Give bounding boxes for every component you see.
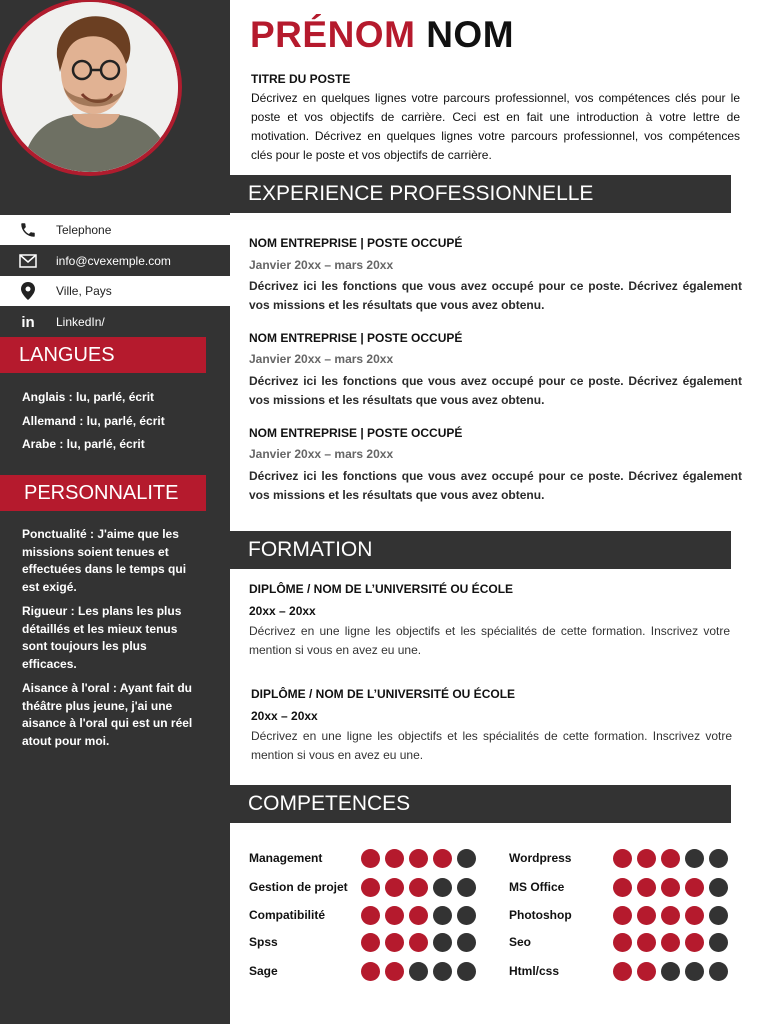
- rating-dot-filled: [433, 849, 452, 868]
- rating-dot-empty: [433, 933, 452, 952]
- skill-name: Spss: [249, 935, 278, 949]
- skill-row: [249, 877, 348, 897]
- skill-row: [509, 877, 564, 897]
- skill-name: Compatibilité: [249, 908, 326, 922]
- skill-name: Gestion de projet: [249, 880, 348, 894]
- competences-heading: COMPETENCES: [230, 785, 731, 823]
- rating-dot-filled: [361, 933, 380, 952]
- rating-dot-filled: [409, 906, 428, 925]
- rating-dot-filled: [685, 933, 704, 952]
- experience-description: Décrivez ici les fonctions que vous avez occupé pour ce poste. Décrivez également vos missions et les résultats que vous avez obtenu.: [249, 279, 742, 312]
- skill-name: MS Office: [509, 880, 565, 894]
- skill-row: [509, 905, 572, 925]
- rating-dot-filled: [613, 933, 632, 952]
- rating-dot-empty: [457, 962, 476, 981]
- langues-heading: LANGUES: [0, 337, 206, 373]
- location-text: Ville, Pays: [56, 284, 112, 298]
- personnalite-heading: PERSONNALITE: [0, 475, 206, 511]
- rating-dot-filled: [409, 849, 428, 868]
- experience-date: Janvier 20xx – mars 20xx: [249, 258, 394, 272]
- langue-item: Anglais : lu, parlé, écrit: [22, 390, 155, 404]
- rating-dot-filled: [661, 878, 680, 897]
- skill-row: [249, 932, 278, 952]
- rating-dot-filled: [613, 849, 632, 868]
- skill-row: [509, 848, 571, 868]
- personnalite-item: Rigueur : Les plans les plus détaillés et les mieux tenus sont toujours les plus efficaces.: [22, 604, 182, 671]
- experience-title: NOM ENTREPRISE | POSTE OCCUPÉ: [249, 236, 463, 250]
- rating-dot-filled: [637, 849, 656, 868]
- rating-dot-filled: [385, 878, 404, 897]
- rating-dot-filled: [661, 906, 680, 925]
- skill-rating: [613, 906, 728, 925]
- rating-dot-empty: [457, 849, 476, 868]
- rating-dot-empty: [661, 962, 680, 981]
- rating-dot-filled: [637, 878, 656, 897]
- rating-dot-filled: [637, 962, 656, 981]
- experience-title: NOM ENTREPRISE | POSTE OCCUPÉ: [249, 426, 463, 440]
- rating-dot-empty: [685, 849, 704, 868]
- rating-dot-empty: [433, 906, 452, 925]
- formation-heading: FORMATION: [230, 531, 731, 569]
- rating-dot-filled: [409, 933, 428, 952]
- skill-name: Wordpress: [509, 851, 572, 865]
- experience-date: Janvier 20xx – mars 20xx: [249, 447, 394, 461]
- formation-date: 20xx – 20xx: [251, 709, 318, 723]
- rating-dot-filled: [361, 878, 380, 897]
- rating-dot-filled: [685, 878, 704, 897]
- rating-dot-filled: [385, 906, 404, 925]
- job-title: TITRE DU POSTE: [251, 72, 351, 86]
- full-name: [250, 14, 514, 56]
- first-name: PRÉNOM: [250, 14, 416, 55]
- email-text: info@cvexemple.com: [56, 254, 171, 268]
- formation-title: DIPLÔME / NOM DE L’UNIVERSITÉ OU ÉCOLE: [251, 687, 516, 701]
- rating-dot-filled: [661, 849, 680, 868]
- location-pin-icon: [0, 282, 56, 300]
- personnalite-item: Aisance à l'oral : Ayant fait du théâtre plus jeune, j'ai une aisance à l'oral qui est un réel atout pour moi.: [22, 681, 193, 748]
- rating-dot-empty: [457, 933, 476, 952]
- rating-dot-filled: [613, 962, 632, 981]
- experience-description: Décrivez ici les fonctions que vous avez occupé pour ce poste. Décrivez également vos missions et les résultats que vous avez obtenu.: [249, 469, 742, 502]
- phone-icon: [0, 221, 56, 239]
- experience-title: NOM ENTREPRISE | POSTE OCCUPÉ: [249, 331, 463, 345]
- rating-dot-empty: [409, 962, 428, 981]
- rating-dot-filled: [409, 878, 428, 897]
- formation-title: DIPLÔME / NOM DE L’UNIVERSITÉ OU ÉCOLE: [249, 582, 514, 596]
- skill-row: [509, 961, 559, 981]
- skill-rating: [361, 906, 476, 925]
- rating-dot-filled: [385, 962, 404, 981]
- rating-dot-filled: [361, 906, 380, 925]
- linkedin-text: LinkedIn/: [56, 315, 105, 329]
- skill-rating: [361, 933, 476, 952]
- intro-paragraph: Décrivez en quelques lignes votre parcours professionnel, vos compétences clés pour le poste et vos objectifs de carrière. Ceci est en fait une introduction à votre lettre de motivation. Décrivez en quelques lignes votre parcours professionnel, vos compétences clés pour le poste et vos objectifs de carrière.: [251, 91, 740, 162]
- contact-email: [0, 246, 230, 276]
- rating-dot-filled: [613, 878, 632, 897]
- linkedin-icon: in: [21, 313, 35, 331]
- rating-dot-filled: [661, 933, 680, 952]
- skill-name: Seo: [509, 935, 532, 949]
- personnalite-list: [22, 526, 200, 750]
- contact-phone: [0, 215, 230, 245]
- contact-location: [0, 276, 230, 306]
- skill-name: Html/css: [509, 964, 560, 978]
- formation-description: Décrivez en une ligne les objectifs et les spécialités de cette formation. Inscrivez votre mention si vous en avez eu une.: [249, 624, 730, 657]
- skill-row: [249, 905, 325, 925]
- rating-dot-filled: [685, 906, 704, 925]
- rating-dot-filled: [385, 849, 404, 868]
- langue-item: Allemand : lu, parlé, écrit: [22, 413, 165, 428]
- skill-name: Photoshop: [509, 908, 572, 922]
- rating-dot-empty: [685, 962, 704, 981]
- rating-dot-filled: [385, 933, 404, 952]
- rating-dot-empty: [709, 878, 728, 897]
- skill-rating: [361, 962, 476, 981]
- langues-list: [22, 389, 202, 454]
- skill-row: [249, 961, 278, 981]
- experience-date: Janvier 20xx – mars 20xx: [249, 352, 394, 366]
- skill-rating: [613, 849, 728, 868]
- rating-dot-empty: [457, 906, 476, 925]
- profile-photo: [0, 0, 182, 176]
- rating-dot-filled: [361, 962, 380, 981]
- rating-dot-empty: [457, 878, 476, 897]
- rating-dot-filled: [637, 933, 656, 952]
- last-name: NOM: [426, 14, 515, 55]
- rating-dot-empty: [433, 878, 452, 897]
- experience-heading: EXPERIENCE PROFESSIONNELLE: [230, 175, 731, 213]
- rating-dot-filled: [613, 906, 632, 925]
- skill-rating: [613, 962, 728, 981]
- rating-dot-filled: [361, 849, 380, 868]
- rating-dot-empty: [709, 849, 728, 868]
- rating-dot-empty: [709, 906, 728, 925]
- skill-name: Sage: [249, 964, 278, 978]
- skill-rating: [361, 849, 476, 868]
- phone-text: Telephone: [56, 223, 112, 237]
- rating-dot-empty: [433, 962, 452, 981]
- personnalite-item: Ponctualité : J'aime que les missions soient tenues et effectuées dans le temps qui est exigé.: [22, 527, 187, 594]
- rating-dot-empty: [709, 962, 728, 981]
- skill-name: Management: [249, 851, 323, 865]
- experience-description: Décrivez ici les fonctions que vous avez occupé pour ce poste. Décrivez également vos missions et les résultats que vous avez obtenu.: [249, 374, 742, 407]
- contact-linkedin: [0, 307, 230, 337]
- langue-item: Arabe : lu, parlé, écrit: [22, 437, 145, 451]
- skill-row: [249, 848, 322, 868]
- skill-row: [509, 932, 531, 952]
- skill-rating: [613, 933, 728, 952]
- skill-rating: [613, 878, 728, 897]
- formation-date: 20xx – 20xx: [249, 604, 316, 618]
- rating-dot-filled: [637, 906, 656, 925]
- rating-dot-empty: [709, 933, 728, 952]
- skill-rating: [361, 878, 476, 897]
- mail-icon: [0, 254, 56, 268]
- formation-description: Décrivez en une ligne les objectifs et les spécialités de cette formation. Inscrivez votre mention si vous en avez eu une.: [251, 729, 732, 762]
